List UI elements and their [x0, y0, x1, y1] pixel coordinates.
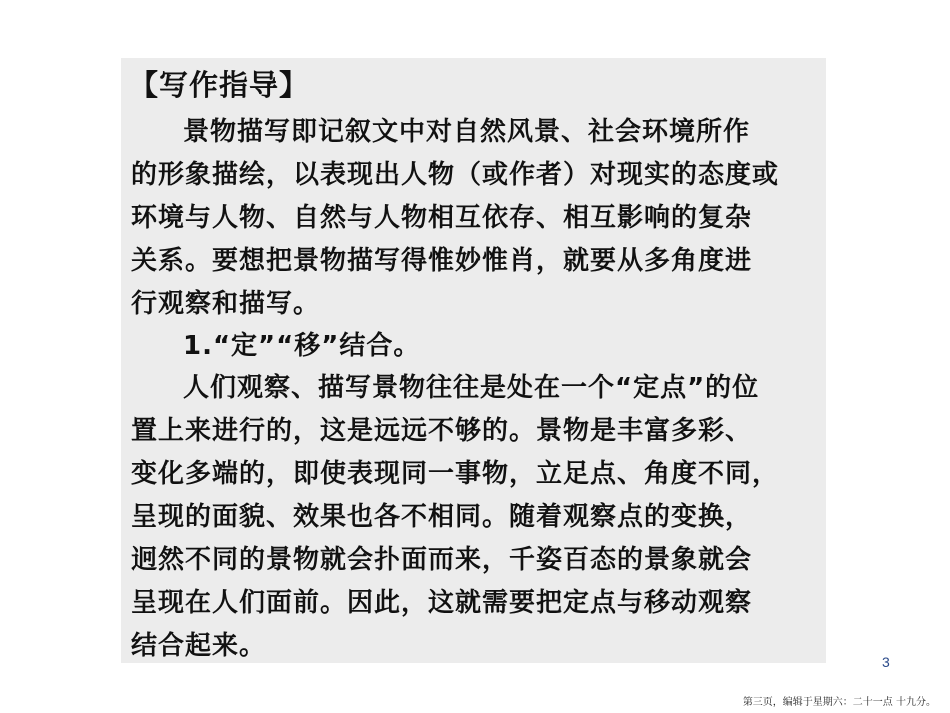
section-heading: 【写作指导】 — [129, 68, 310, 102]
footer-timestamp: 第三页，编辑于星期六：二十一点 十九分。 — [742, 697, 936, 708]
paragraph-line: 行观察和描写。 — [131, 289, 321, 319]
paragraph-line: 迥然不同的景物就会扑面而来，千姿百态的景象就会 — [131, 545, 753, 575]
paragraph-line: 变化多端的，即使表现同一事物，立足点、角度不同， — [131, 459, 780, 489]
paragraph-line: 关系。要想把景物描写得惟妙惟肖，就要从多角度进 — [131, 246, 753, 276]
paragraph-line: 的形象描绘，以表现出人物（或作者）对现实的态度或 — [131, 160, 780, 190]
paragraph-line: 环境与人物、自然与人物相互依存、相互影响的复杂 — [131, 203, 753, 233]
paragraph-line: 结合起来。 — [131, 631, 267, 661]
paragraph-line: 呈现在人们面前。因此，这就需要把定点与移动观察 — [131, 588, 753, 618]
page-number: 3 — [882, 654, 890, 670]
paragraph-line: 景物描写即记叙文中对自然风景、社会环境所作 — [183, 117, 751, 147]
paragraph-line: 人们观察、描写景物往往是处在一个“定点”的位 — [183, 373, 760, 403]
paragraph-line: 置上来进行的，这是远远不够的。景物是丰富多彩、 — [131, 416, 753, 446]
subheading-line: 1.“定”“移”结合。 — [183, 331, 421, 361]
paragraph-line: 呈现的面貌、效果也各不相同。随着观察点的变换， — [131, 502, 753, 532]
scanned-text-image — [121, 58, 826, 663]
